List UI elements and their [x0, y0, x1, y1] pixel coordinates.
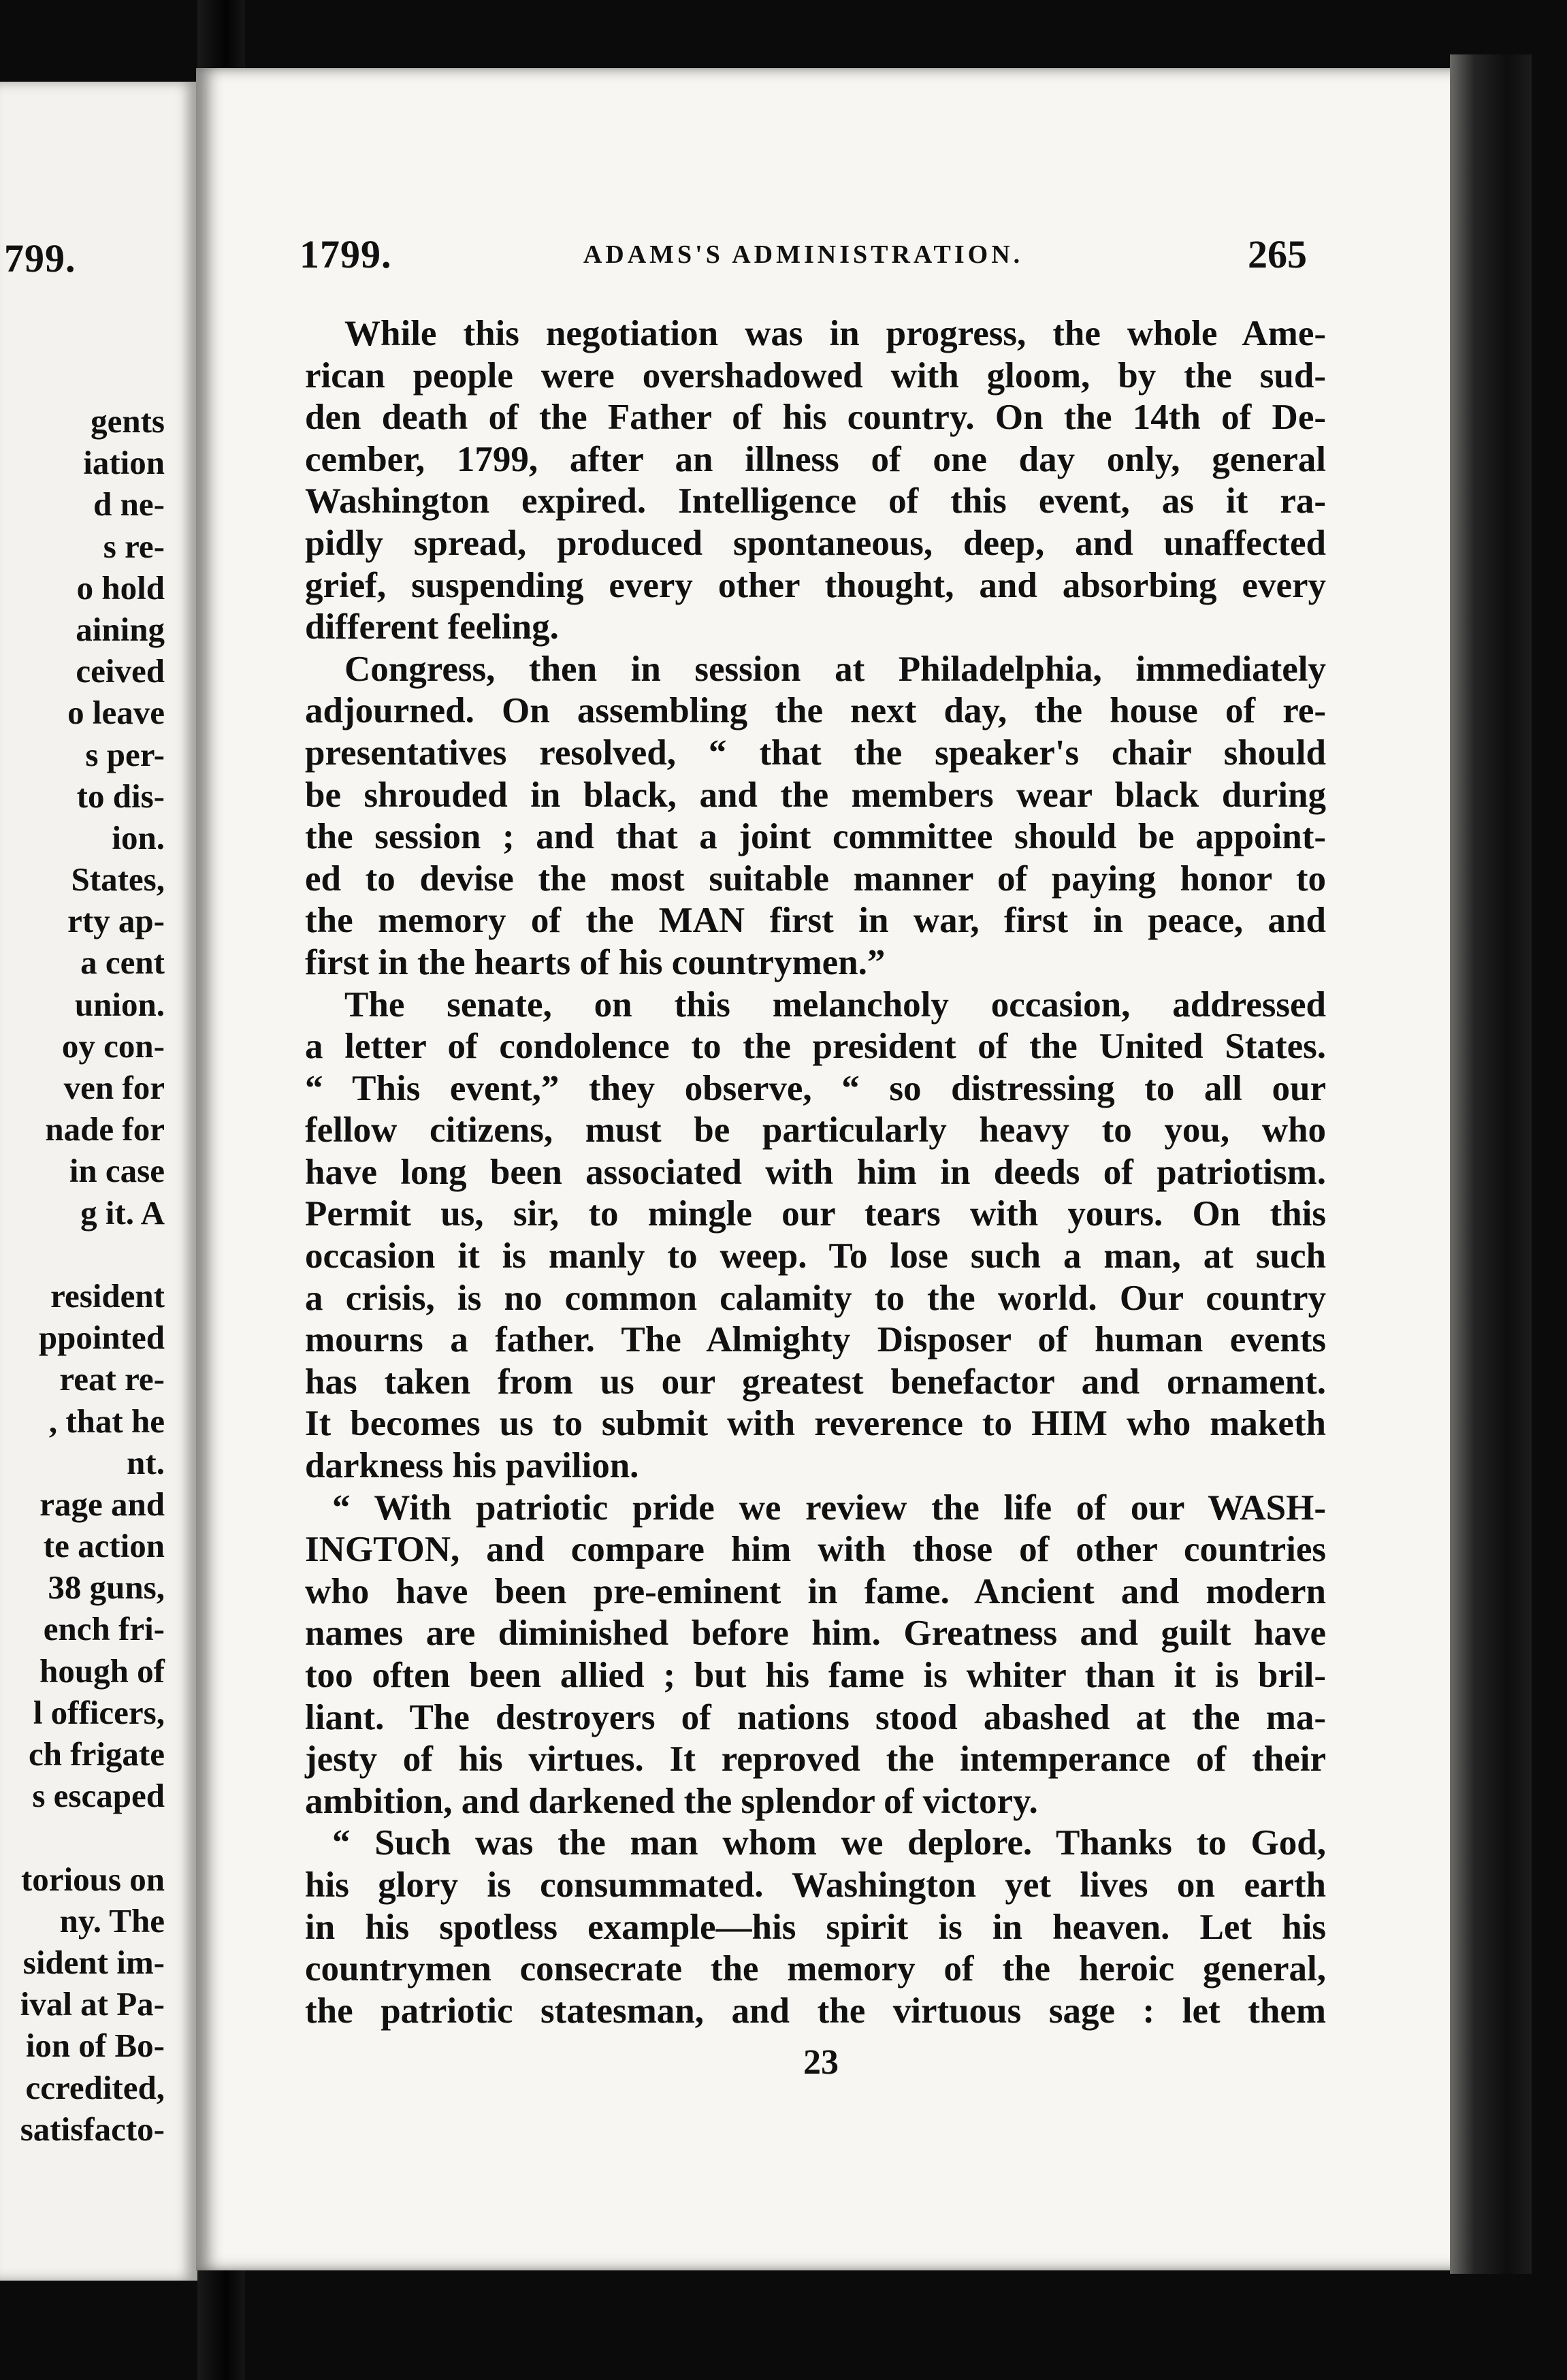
body-line: the patriotic statesman, and the virtuous sage : let them — [305, 1991, 1326, 2031]
body-line: too often been allied ; but his fame is whiter than it is bril- — [305, 1656, 1326, 1695]
previous-page-line: States, — [71, 861, 165, 899]
body-line: names are diminished before him. Greatness and guilt have — [305, 1613, 1326, 1654]
previous-page-line: ion. — [112, 818, 165, 856]
previous-page-line: rty ap- — [67, 902, 165, 940]
body-line: Washington expired. Intelligence of this event, as it ra- — [305, 481, 1326, 521]
previous-page-line: 38 guns, — [48, 1569, 165, 1607]
body-line: “ This event,” they observe, “ so distressing to all our — [305, 1068, 1326, 1108]
previous-page-line: oy con- — [61, 1027, 165, 1065]
running-header — [300, 231, 1307, 286]
previous-page-line: ccredited, — [25, 2068, 165, 2106]
body-line: Permit us, sir, to mingle our tears with yours. On this — [305, 1194, 1326, 1234]
body-line: a crisis, is no common calamity to the world. Our country — [305, 1278, 1326, 1318]
previous-page-line: ny. The — [59, 1901, 165, 1940]
body-line: occasion it is manly to weep. To lose such a man, at such — [305, 1236, 1326, 1276]
previous-page-line: ven for — [63, 1069, 165, 1106]
body-line: Congress, then in session at Philadelphia, immediately — [344, 649, 1326, 689]
previous-page-line — [20, 1816, 165, 1858]
body-line: countrymen consecrate the memory of the heroic general, — [305, 1949, 1326, 1989]
body-line: who have been pre-eminent in fame. Ancient and modern — [305, 1571, 1326, 1611]
body-line: While this negotiation was in progress, the whole Ame- — [344, 314, 1326, 353]
body-line: jesty of his virtues. It reproved the intemperance of their — [305, 1739, 1326, 1780]
previous-page-line: satisfacto- — [20, 2110, 165, 2148]
previous-page-line: a cent — [80, 944, 165, 982]
previous-page-line: iation — [83, 444, 165, 482]
body-line: adjourned. On assembling the next day, the house of re- — [305, 691, 1326, 731]
previous-page-line: ceived — [76, 652, 165, 690]
body-line: his glory is consummated. Washington yet lives on earth — [305, 1865, 1326, 1905]
previous-page-line: aining — [76, 610, 165, 648]
body-line: have long been associated with him in deeds of patriotism. — [305, 1152, 1326, 1192]
body-line: a letter of condolence to the president of the United States. — [305, 1027, 1326, 1067]
header-title: ADAMS'S ADMINISTRATION. — [583, 240, 1024, 269]
previous-page-fragment — [0, 82, 197, 2281]
body-line: grief, suspending every other thought, and absorbing every — [305, 565, 1326, 605]
body-line: pidly spread, produced spontaneous, deep, and unaffected — [305, 523, 1326, 563]
body-line: the session ; and that a joint committee should be appoint- — [305, 817, 1326, 857]
signature-mark: 23 — [803, 2043, 839, 2082]
previous-page-line: ch frigate — [29, 1735, 165, 1773]
body-line: presentatives resolved, “ that the speaker's chair should — [305, 733, 1326, 773]
header-year: 1799. — [300, 232, 392, 276]
body-line: “ Such was the man whom we deplore. Thanks to God, — [332, 1823, 1326, 1863]
body-line: be shrouded in black, and the members wear black during — [305, 775, 1326, 815]
previous-page-line — [20, 1234, 165, 1275]
body-line: liant. The destroyers of nations stood abashed at the ma- — [305, 1697, 1326, 1737]
previous-page-line: ppointed — [38, 1319, 165, 1357]
body-line: has taken from us our greatest benefactor and ornament. — [305, 1362, 1326, 1402]
previous-page-line: o hold — [76, 568, 165, 607]
previous-page-line: te action — [43, 1527, 165, 1565]
previous-page-line: union. — [74, 985, 165, 1023]
previous-page-line: d ne- — [93, 485, 165, 524]
previous-page-line: nade for — [45, 1110, 165, 1148]
previous-page-text — [20, 400, 165, 2150]
previous-page-line: s escaped — [32, 1777, 165, 1815]
previous-page-line: in case — [69, 1152, 165, 1190]
previous-page-line: nt. — [127, 1443, 165, 1481]
body-line: INGTON, and compare him with those of other countries — [305, 1530, 1326, 1570]
body-line: in his spotless example—his spirit is in heaven. Let his — [305, 1907, 1326, 1947]
previous-page-line: , that he — [48, 1402, 165, 1440]
body-line: different feeling. — [305, 607, 559, 647]
body-line: den death of the Father of his country. On the 14th of De- — [305, 398, 1326, 438]
previous-page-line: ival at Pa- — [20, 1985, 165, 2023]
body-line: darkness his pavilion. — [305, 1446, 639, 1486]
previous-page-line: reat re- — [59, 1360, 165, 1398]
body-line: It becomes us to submit with reverence to HIM who maketh — [305, 1404, 1326, 1444]
previous-page-line: g it. A — [80, 1193, 165, 1232]
body-line: rican people were overshadowed with gloom, by the sud- — [305, 355, 1326, 396]
previous-page-line: resident — [50, 1276, 165, 1315]
previous-page-line: ion of Bo- — [25, 2027, 165, 2065]
previous-page-line: rage and — [39, 1485, 165, 1523]
previous-page-line: sident im- — [22, 1943, 165, 1981]
body-text — [305, 313, 1326, 2032]
previous-page-line: hough of — [39, 1652, 165, 1690]
body-line: ambition, and darkened the splendor of victory. — [305, 1781, 1038, 1821]
previous-page-line: to dis- — [76, 777, 165, 815]
body-line: The senate, on this melancholy occasion, addressed — [344, 984, 1326, 1025]
previous-page-line: o leave — [67, 694, 165, 732]
body-line: “ With patriotic pride we review the life of our WASH- — [332, 1488, 1326, 1528]
previous-page-year: 799. — [4, 236, 76, 280]
body-line: fellow citizens, must be particularly heavy to you, who — [305, 1110, 1326, 1151]
page-number: 265 — [1248, 232, 1307, 276]
body-line: cember, 1799, after an illness of one day only, general — [305, 439, 1326, 479]
body-line: the memory of the MAN first in war, first in peace, and — [305, 901, 1326, 941]
previous-page-line: ench fri- — [43, 1610, 165, 1648]
body-line: first in the hearts of his countrymen.” — [305, 942, 886, 982]
previous-page-line: s per- — [85, 735, 165, 773]
page-edge-shadow — [1450, 54, 1532, 2274]
previous-page-line: gents — [91, 402, 165, 440]
previous-page-line: s re- — [103, 527, 165, 565]
body-line: ed to devise the most suitable manner of paying honor to — [305, 858, 1326, 899]
previous-page-line: l officers, — [33, 1693, 165, 1731]
body-line: mourns a father. The Almighty Disposer of human events — [305, 1320, 1326, 1360]
previous-page-line: torious on — [20, 1860, 165, 1898]
